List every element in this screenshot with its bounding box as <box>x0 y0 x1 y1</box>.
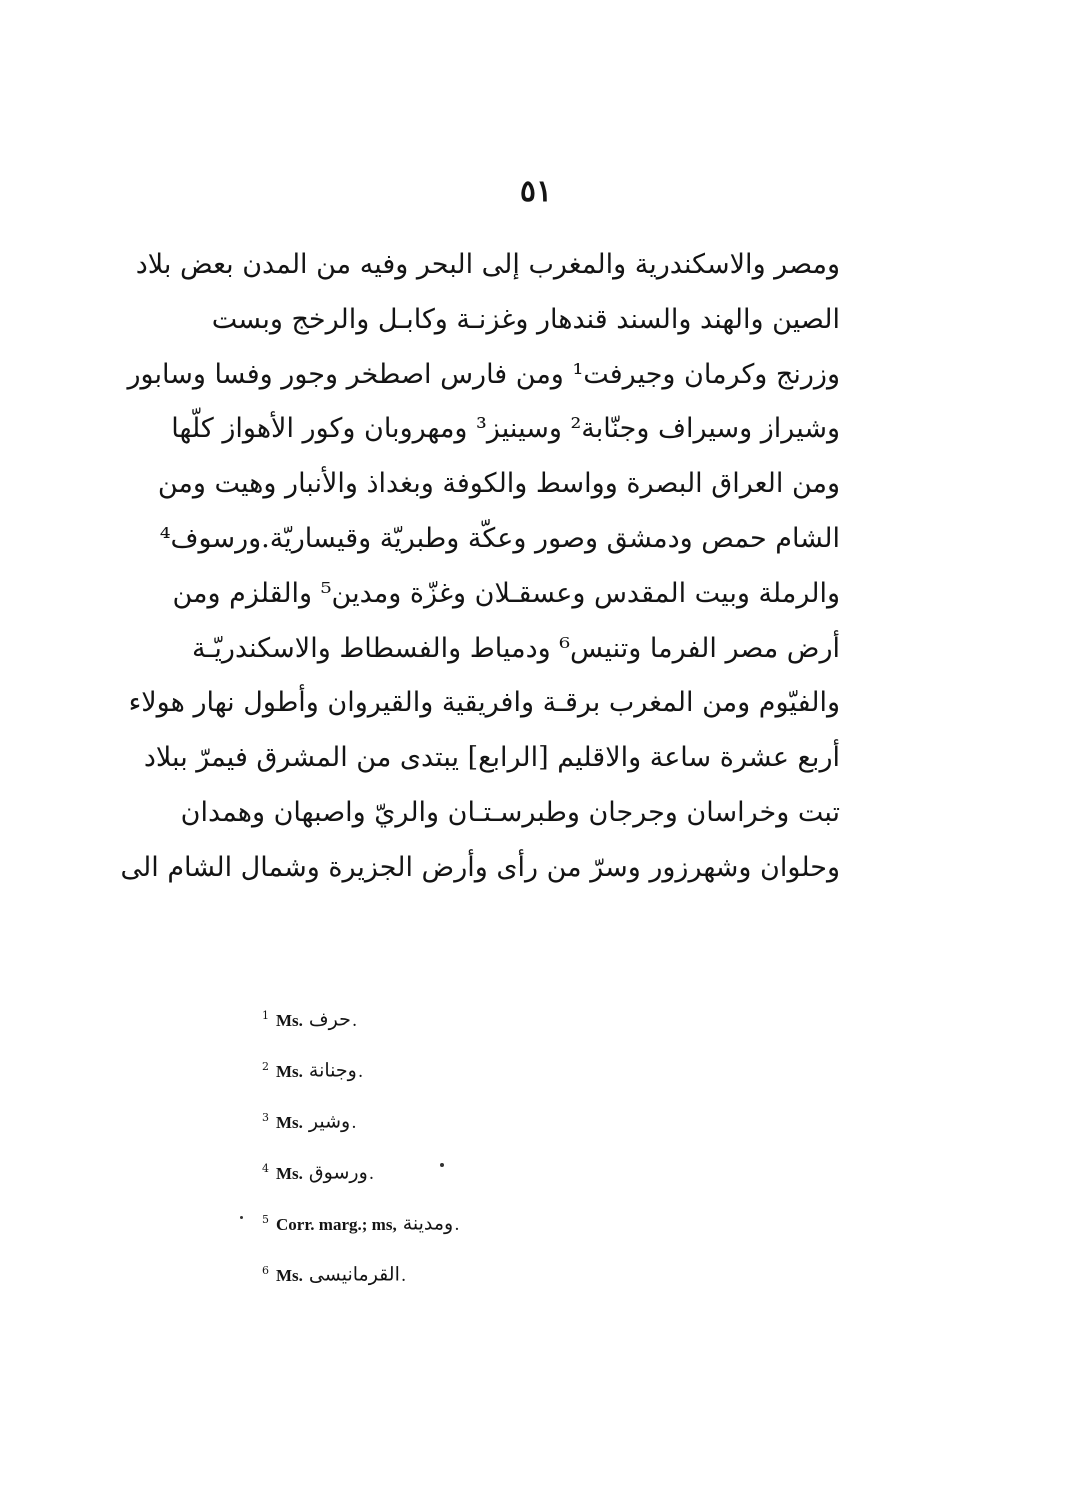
footnote-number: 6 <box>262 1264 269 1277</box>
footnote-end: . <box>454 1214 460 1235</box>
text-line: أربع عشرة ساعة والاقليم [الرابع] يبتدى من المشرق فيمرّ ببلاد <box>143 742 840 774</box>
scan-speck <box>440 1163 444 1167</box>
footnote-end: . <box>351 1112 357 1133</box>
footnote <box>262 990 682 1041</box>
footnote-label: Ms. <box>276 1265 303 1285</box>
footnote-end: . <box>357 1061 364 1082</box>
arabic-body-text <box>120 238 840 896</box>
text-line: ومن العراق البصرة وواسط والكوفة وبغداذ والأنبار وهيت ومن <box>157 468 840 500</box>
text-line: تبت وخراسان وجرجان وطبرسـتـان والريّ واصبهان وهمدان <box>180 796 840 828</box>
footnote-number: 3 <box>262 1111 269 1124</box>
footnote <box>262 1245 682 1296</box>
footnote-label: Ms. <box>276 1163 303 1183</box>
footnote-end: . <box>368 1163 375 1184</box>
text-line: وشيراز وسيراف وجنّابة² وسينيز³ ومهروبان وكور الأهواز كلّها <box>171 413 840 445</box>
footnote <box>262 1041 682 1092</box>
footnote-arabic: وشير <box>308 1110 351 1133</box>
text-line: أرض مصر الفرما وتنيس⁶ ودمياط والفسطاط والاسكندريّـة <box>192 632 840 664</box>
footnote-arabic: حرف <box>308 1008 351 1031</box>
footnote-number: 5 <box>262 1213 269 1226</box>
footnote-number: 4 <box>262 1162 269 1175</box>
text-line: ومصر والاسكندرية والمغرب إلى البحر وفيه من المدن بعض بلاد <box>135 249 840 280</box>
page-number: ٥١ <box>519 174 553 209</box>
text-line: وزرنج وكرمان وجيرفت¹ ومن فارس اصطخر وجور وفسا وسابور <box>127 358 840 390</box>
footnote-label: Ms. <box>276 1112 303 1132</box>
footnote-arabic: ورسوق <box>308 1161 368 1184</box>
footnote <box>262 1092 682 1143</box>
text-line: الصين والهند والسند قندهار وغزنـة وكابـل والرخج وبست <box>211 303 840 335</box>
text-line: والفيّوم ومن المغرب برقـة وافريقية والقيروان وأطول نهار هولاء <box>128 687 840 719</box>
footnote-arabic: وجنانة <box>308 1059 357 1082</box>
footnote-end: . <box>400 1265 407 1286</box>
footnote <box>262 1143 682 1194</box>
footnote-end: . <box>351 1010 358 1031</box>
text-line: وحلوان وشهرزور وسرّ من رأى وأرض الجزيرة وشمال الشام الى <box>120 851 840 883</box>
footnote-number: 1 <box>262 1009 269 1022</box>
footnote-arabic: ومدينة <box>402 1212 454 1235</box>
footnote-label: Ms. <box>276 1010 303 1030</box>
scan-speck <box>240 1216 243 1219</box>
text-line: الشام حمص ودمشق وصور وعكّة وطبريّة وقيساريّة.ورسوف⁴ <box>159 522 840 554</box>
text-line: والرملة وبيت المقدس وعسقـلان وغزّة ومدين⁵ والقلزم ومن <box>172 577 840 609</box>
footnote-label: Ms. <box>276 1061 303 1081</box>
footnotes <box>262 990 682 1296</box>
footnote-arabic: القرمانيسى <box>308 1263 400 1286</box>
footnote-number: 2 <box>262 1060 269 1073</box>
footnote-label: Corr. marg.; ms, <box>276 1214 397 1234</box>
footnote <box>262 1194 682 1245</box>
